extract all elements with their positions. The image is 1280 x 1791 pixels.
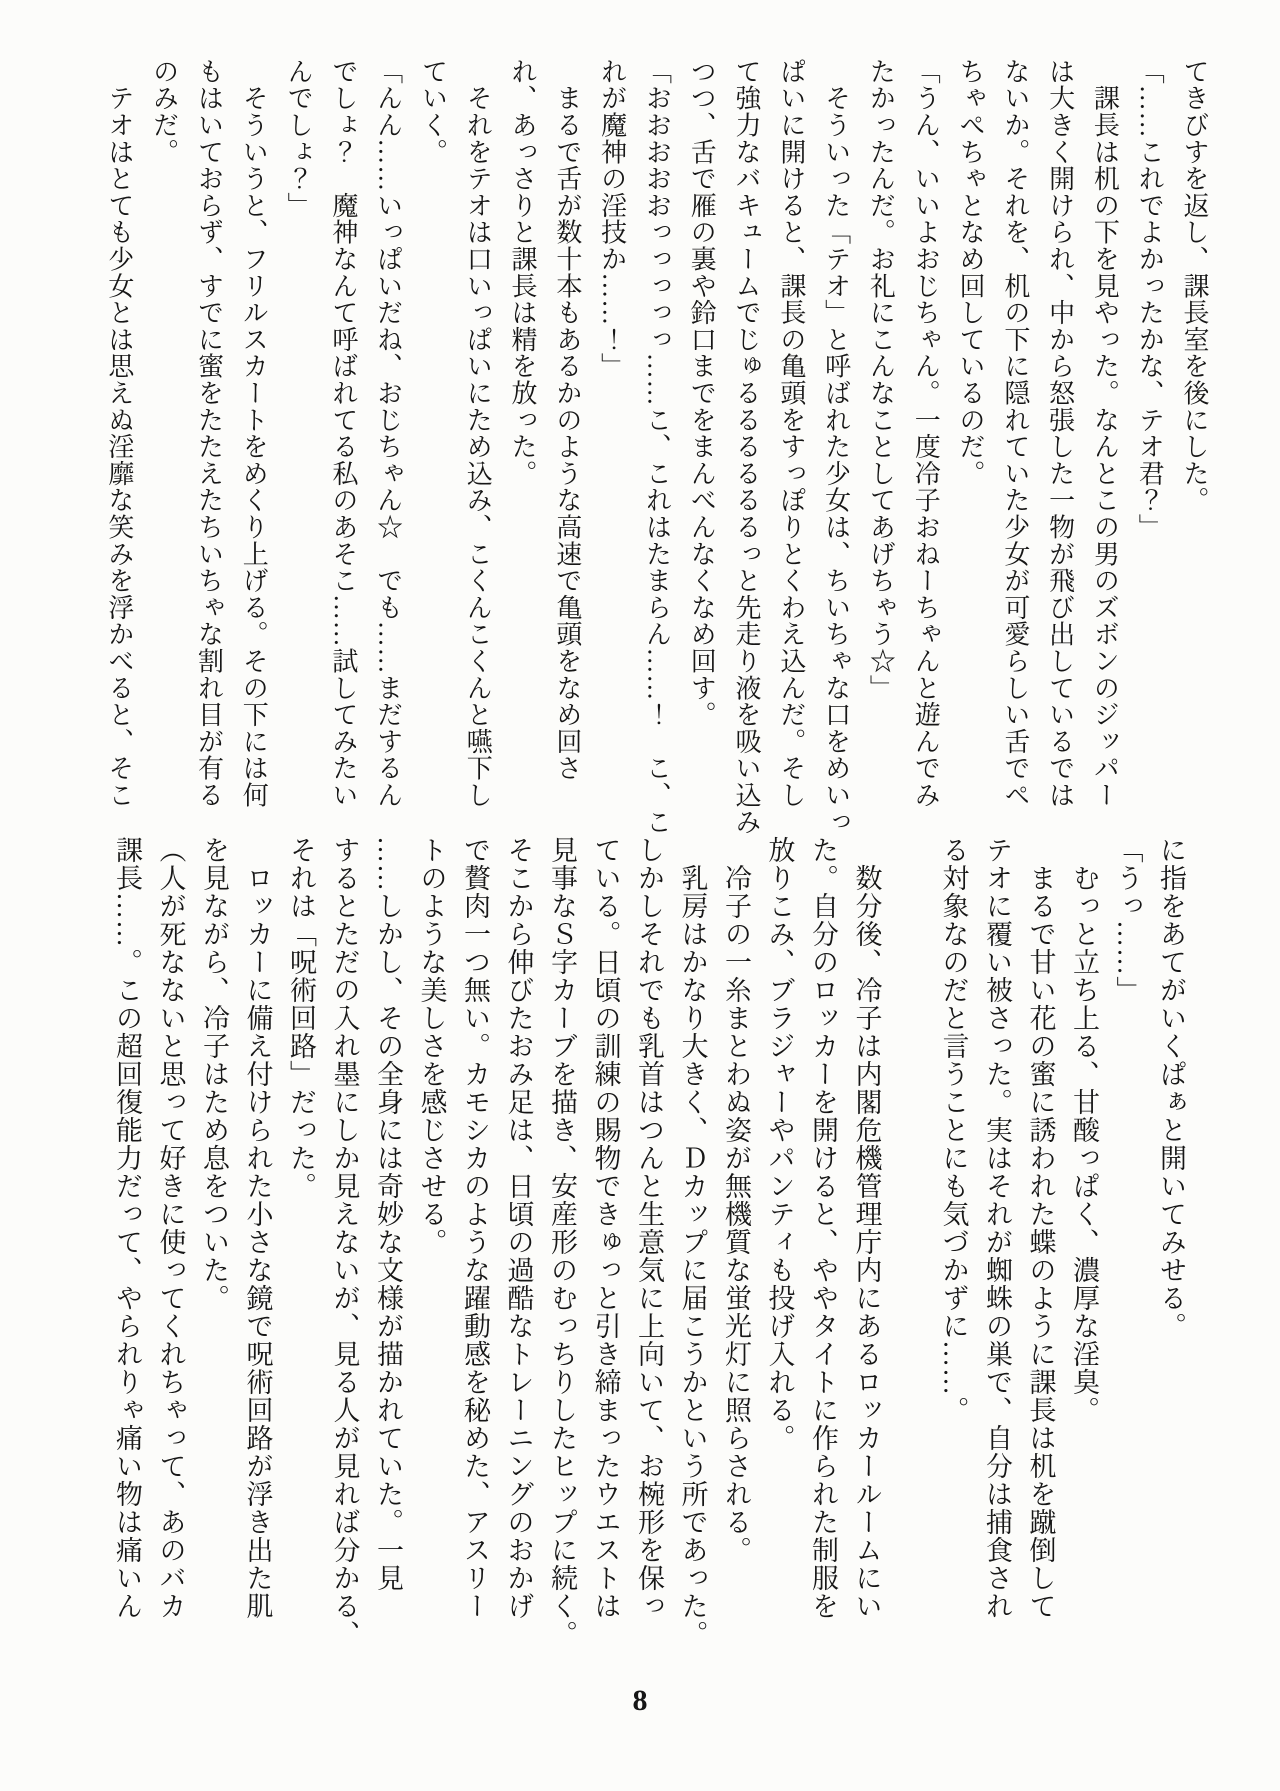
text-column: 「うん、いいよおじちゃん。一度冷子おねーちゃんと遊んでみ [911,58,941,809]
text-column: トのような美しさを感じさせる。 [416,836,447,1256]
text-column: するとただの入れ墨にしか見えないが、見る人が見れば分かる、 [329,836,360,1648]
text-column: それをテオは口いっぱいにため込み、こくんこくんと嚥下し [463,58,493,809]
text-column: それは「呪術回路」だった。 [286,836,316,1200]
text-column: ぱいに開けると、課長の亀頭をすっぽりとくわえ込んだ。そし [776,58,806,809]
text-column: て強力なバキュームでじゅるるるるるるっと先走り液を吸い込み [732,58,762,836]
text-column: テオはとても少女とは思えぬ淫靡な笑みを浮かべると、そこ [104,58,134,809]
text-column: 冷子の一糸まとわぬ姿が無機質な蛍光灯に照らされる。 [721,836,751,1564]
bottom-text-block [105,836,1193,1648]
text-column: 「うっ……」 [1112,836,1143,1004]
text-column [888,836,932,1624]
text-column: 「おおおおおっっっっっ……こ、これはたまらん……！ こ、こ [642,58,672,836]
text-column: のみだ。 [149,58,179,166]
text-column: 「んん……いっぱいだね、おじちゃん☆ でも……まだするん [373,58,403,809]
text-column: ちゃぺちゃとなめ回しているのだ。 [956,58,986,487]
text-column: を見ながら、冷子はため息をついた。 [199,836,229,1312]
text-column: たかったんだ。お礼にこんなことしてあげちゃう☆」 [866,58,896,702]
text-column: れが魔神の淫技か……！」 [597,58,627,380]
text-column: 放りこみ、ブラジャーやパンティも投げ入れる。 [764,836,795,1452]
text-column: ロッカーに備え付けられた小さな鏡で呪術回路が浮き出た肌 [242,836,273,1620]
text-column: 課長……。この超回復能力だって、やられりゃ痛い物は痛いん [112,836,142,1620]
text-column: むっと立ち上る、甘酸っぱく、濃厚な淫臭。 [1069,836,1099,1424]
text-column: テオに覆い被さった。実はそれが蜘蛛の巣で、自分は捕食され [982,836,1012,1620]
text-column: ないか。それを、机の下に隠れていた少女が可愛らしい舌でペ [1000,58,1030,809]
text-column: そういった「テオ」と呼ばれた少女は、ちいちゃな口をめいっ [821,58,851,836]
text-column: （人が死なないと思って好きに使ってくれちゃって、あのバカ [155,836,186,1620]
text-column: 数分後、冷子は内閣危機管理庁内にあるロッカールームにい [851,836,882,1620]
text-column: は大きく開けられ、中から怒張した一物が飛び出しているでは [1045,58,1075,809]
text-column: まるで甘い花の蜜に誘われた蝶のように課長は机を蹴倒して [1025,836,1056,1620]
text-column: 「……これでよかったかな、テオ君？」 [1135,58,1165,541]
text-column: 見事なＳ字カーブを描き、安産形のむっちりしたヒップに続く。 [547,836,577,1648]
text-column: 課長は机の下を見やった。なんとこの男のズボンのジッパー [1090,58,1120,809]
text-column: でしょ？ 魔神なんて呼ばれてる私のあそこ……試してみたい [328,58,358,809]
text-column: で贅肉一つ無い。カモシカのような躍動感を秘めた、アスリー [460,836,490,1620]
text-column: に指をあてがいくぱぁと開いてみせる。 [1156,836,1186,1340]
text-column: てきびすを返し、課長室を後にした。 [1180,58,1209,514]
text-column: まるで舌が数十本もあるかのような高速で亀頭をなめ回さ [552,58,582,782]
text-column: る対象なのだと言うことにも気づかずに……。 [938,836,969,1424]
text-column: ……しかし、その全身には奇妙な文様が描かれていた。一見 [373,836,403,1592]
text-column: 乳房はかなり大きく、Ｄカップに届こうかという所であった。 [677,836,708,1648]
text-column: れ、あっさりと課長は精を放った。 [508,58,538,487]
text-column: しかしそれでも乳首はつんと生意気に上向いて、お椀形を保っ [634,836,664,1620]
text-column: つつ、舌で雁の裏や鈴口までをまんべんなくなめ回す。 [687,58,717,728]
text-column: そこから伸びたおみ足は、日頃の過酷なトレーニングのおかげ [503,836,534,1620]
text-column: もはいておらず、すでに蜜をたたえたちいちゃな割れ目が有る [194,58,224,809]
text-column: そういうと、フリルスカートをめくり上げる。その下には何 [239,58,269,809]
page-number: 8 [632,1684,648,1717]
text-column: ている。日頃の訓練の賜物できゅっと引き締まったウエストは [590,836,621,1620]
text-column: んでしょ？」 [284,58,314,219]
top-text-block [96,58,1216,836]
text-column: ていく。 [418,58,448,166]
text-column: た。自分のロッカーを開けると、ややタイトに作られた制服を [808,836,838,1620]
